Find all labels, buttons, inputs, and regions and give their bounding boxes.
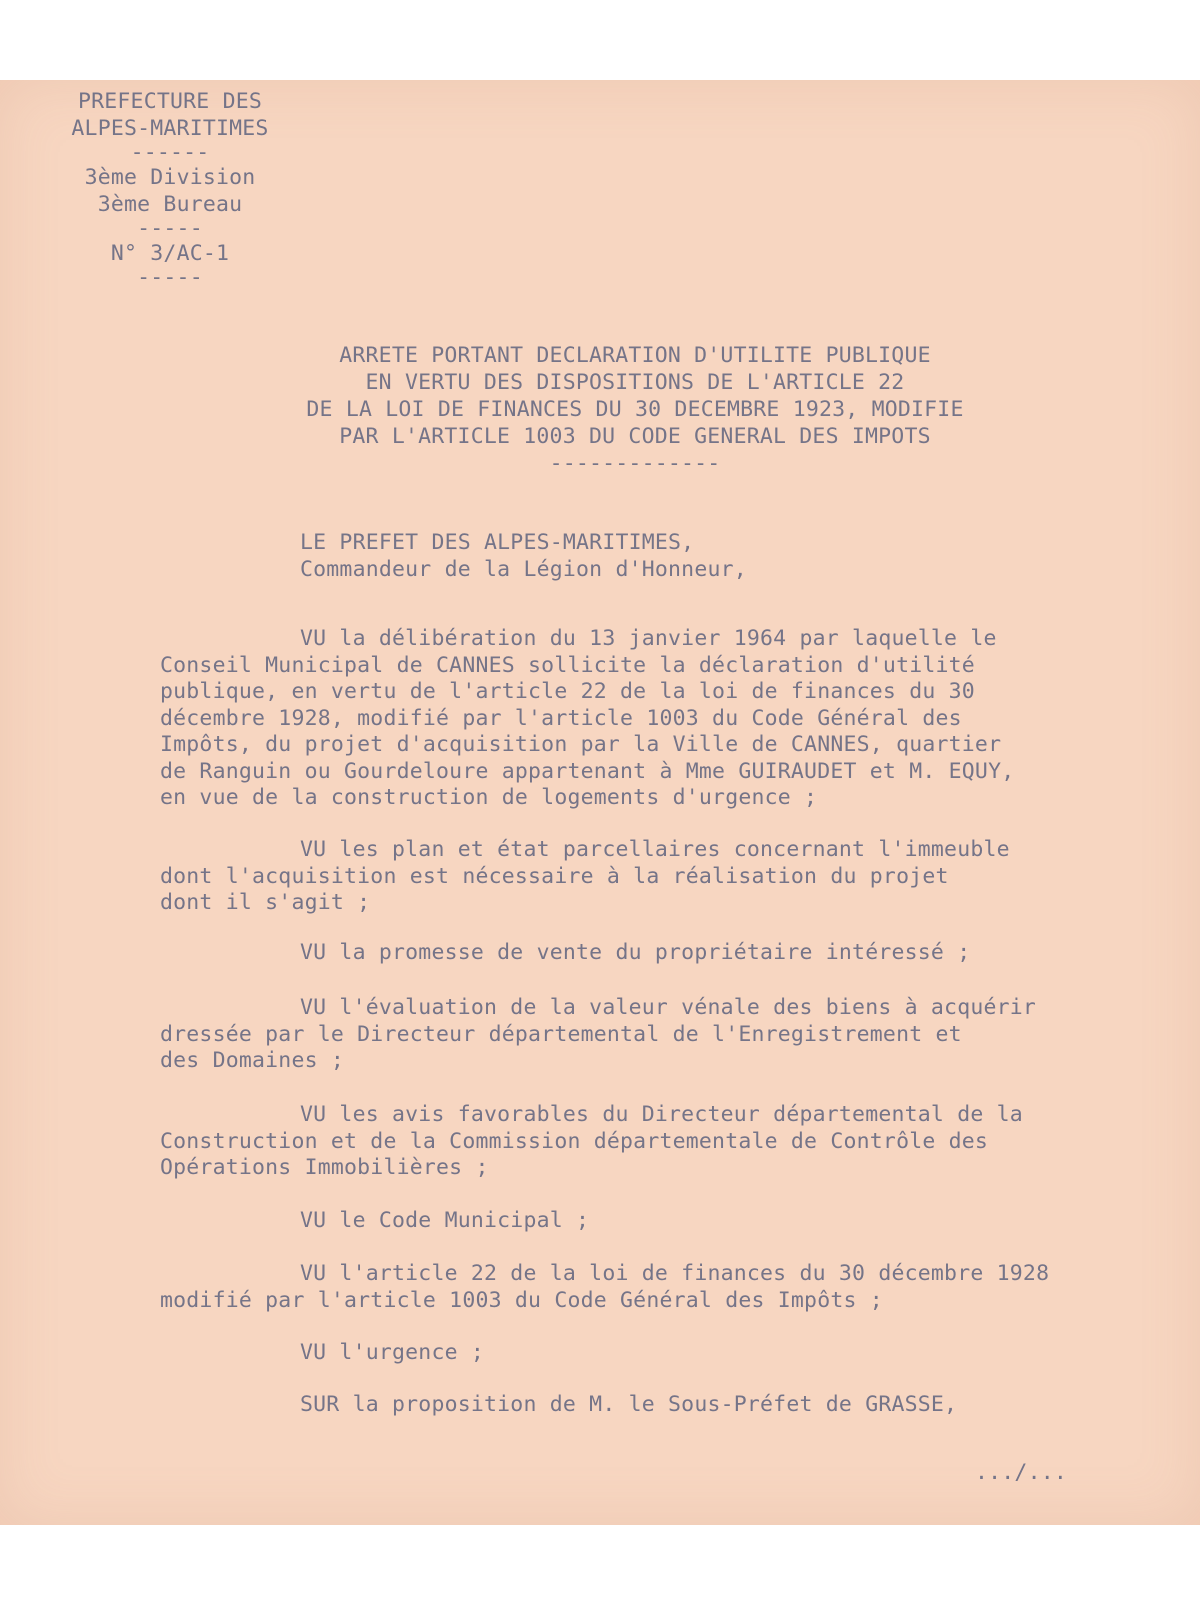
consideration-line: VU l'évaluation de la valeur vénale des biens à acquérir	[300, 995, 1037, 1020]
consideration-8	[160, 1340, 1190, 1367]
title-separator: -------------	[549, 451, 721, 476]
consideration-9	[160, 1392, 1190, 1419]
consideration-line: SUR la proposition de M. le Sous-Préfet de GRASSE,	[300, 1392, 958, 1417]
consideration-line: décembre 1928, modifié par l'article 1003 du Code Général des	[160, 705, 962, 731]
consideration-line: en vue de la construction de logements d'urgence ;	[160, 785, 818, 810]
header-division: 3ème Division	[84, 165, 256, 190]
decree-title	[200, 342, 1070, 477]
consideration-line: Opérations Immobilières ;	[160, 1155, 489, 1180]
title-line-4: PAR L'ARTICLE 1003 DU CODE GENERAL DES IMPOTS	[339, 424, 931, 449]
consideration-6	[160, 1208, 1190, 1235]
consideration-line: modifié par l'article 1003 du Code Général des Impôts ;	[160, 1287, 883, 1313]
header-line-1: PREFECTURE DES	[77, 89, 263, 114]
title-line-1: ARRETE PORTANT DECLARATION D'UTILITE PUBLIQUE	[339, 343, 931, 368]
consideration-line: Conseil Municipal de CANNES sollicite la déclaration d'utilité	[160, 652, 975, 678]
consideration-5	[160, 1102, 1190, 1182]
consideration-line: VU l'urgence ;	[300, 1340, 485, 1365]
header-bureau: 3ème Bureau	[97, 192, 243, 217]
consideration-line: publique, en vertu de l'article 22 de la loi de finances du 30	[160, 679, 975, 704]
consideration-line: dont l'acquisition est nécessaire à la réalisation du projet	[160, 863, 949, 889]
prefect-line-1: LE PREFET DES ALPES-MARITIMES,	[300, 530, 695, 555]
consideration-7	[160, 1261, 1190, 1314]
consideration-line: VU l'article 22 de la loi de finances du 30 décembre 1928	[300, 1261, 1050, 1286]
header-separator-3: -----	[137, 265, 203, 290]
consideration-line: VU le Code Municipal ;	[300, 1208, 590, 1233]
header-number: N° 3/AC-1	[110, 241, 230, 266]
consideration-line: VU les plan et état parcellaires concernant l'immeuble	[300, 837, 1010, 862]
consideration-line: de Ranguin ou Gourdeloure appartenant à Mme GUIRAUDET et M. EQUY,	[160, 758, 1015, 784]
consideration-4	[160, 995, 1190, 1075]
title-line-2: EN VERTU DES DISPOSITIONS DE L'ARTICLE 22	[365, 370, 905, 395]
consideration-line: VU la délibération du 13 janvier 1964 par laquelle le	[300, 626, 997, 651]
consideration-line: Impôts, du projet d'acquisition par la Ville de CANNES, quartier	[160, 732, 1002, 757]
consideration-line: des Domaines ;	[160, 1048, 345, 1073]
prefect-line-2: Commandeur de la Légion d'Honneur,	[300, 556, 747, 582]
prefect-block	[160, 530, 1190, 583]
consideration-line: dont il s'agit ;	[160, 890, 371, 915]
continuation-mark: .../...	[975, 1460, 1068, 1485]
consideration-line: VU les avis favorables du Directeur départemental de la	[300, 1102, 1023, 1127]
consideration-3	[160, 940, 1190, 967]
consideration-line: dressée par le Directeur départemental de l'Enregistrement et	[160, 1021, 962, 1047]
issuer-header	[40, 88, 300, 289]
consideration-line: Construction et de la Commission départementale de Contrôle des	[160, 1128, 989, 1154]
consideration-2	[160, 837, 1190, 917]
header-line-2: ALPES-MARITIMES	[71, 116, 269, 141]
header-separator-1: ------	[130, 140, 210, 165]
consideration-line: VU la promesse de vente du propriétaire intéressé ;	[300, 940, 971, 965]
header-separator-2: -----	[137, 216, 203, 241]
title-line-3: DE LA LOI DE FINANCES DU 30 DECEMBRE 1923, MODIFIE	[306, 397, 964, 422]
consideration-1	[160, 626, 1190, 812]
